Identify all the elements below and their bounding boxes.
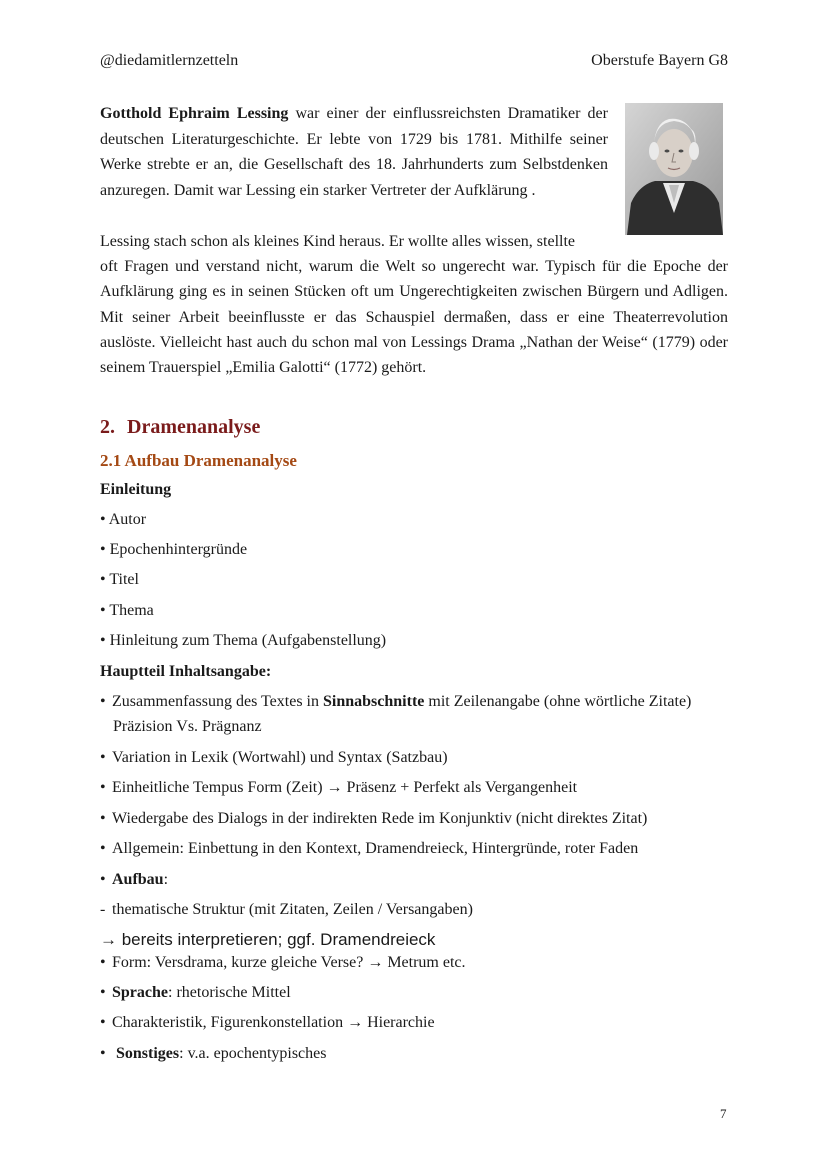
intro-paragraph (100, 101, 608, 203)
biography-line-1: Lessing stach schon als kleines Kind heraus. Er wollte alles wissen, stellte (100, 233, 576, 250)
page-number: 7 (720, 1106, 727, 1121)
list-item: • Form: Versdrama, kurze gleiche Verse? → Metrum etc. (100, 954, 466, 971)
list-item: • Sprache: rhetorische Mittel (100, 984, 291, 1001)
list-item: • Allgemein: Einbettung in den Kontext, Dramendreieck, Hintergründe, roter Faden (100, 840, 639, 857)
list-item: • Sonstiges: v.a. epochentypisches (100, 1045, 327, 1062)
header-left: @diedamitlernzetteln (100, 52, 239, 69)
list-item: - thematische Struktur (mit Zitaten, Zeilen / Versangaben) (100, 901, 473, 918)
biography-rest: oft Fragen und verstand nicht, warum die Welt so ungerecht war. Typisch für die Epoche der Aufklärung ging es in seinen Stücken oft um Ungerechtigkeiten zwischen Bürgern und Adligen. Mit seiner Arbeit beeinflusste er das Schauspiel dermaßen, dass er eine Theaterrevolution auslöste. Vielleicht hast auch du schon mal von Lessings Drama „Nathan der Weise“ (1779) oder seinem Trauerspiel „Emilia Galotti“ (1772) gehört. (100, 258, 728, 377)
list-item: • Charakteristik, Figurenkonstellation → Hierarchie (100, 1014, 435, 1031)
list-item: • Variation in Lexik (Wortwahl) und Syntax (Satzbau) (100, 749, 448, 766)
list-item: • Zusammenfassung des Textes in Sinnabschnitte mit Zeilenangabe (ohne wörtliche Zitate) (100, 693, 692, 710)
einleitung-heading: Einleitung (100, 481, 172, 498)
list-item: • Hinleitung zum Thema (Aufgabenstellung) (100, 632, 387, 649)
lessing-portrait-image (625, 103, 723, 235)
section-heading (100, 414, 260, 440)
biography-paragraph (100, 229, 728, 380)
arrow-note: → bereits interpretieren; ggf. Dramendreieck (100, 930, 436, 949)
hauptteil-heading: Hauptteil Inhaltsangabe: (100, 663, 272, 680)
list-item: • Aufbau: (100, 871, 169, 888)
author-name: Gotthold Ephraim Lessing (100, 105, 289, 122)
list-item: • Einheitliche Tempus Form (Zeit) → Präsenz + Perfekt als Vergangenheit (100, 779, 578, 796)
list-item: • Thema (100, 602, 154, 619)
list-item-continuation: Präzision Vs. Prägnanz (113, 718, 262, 735)
section-number: 2. (100, 416, 115, 438)
list-item: • Epochenhintergründe (100, 541, 248, 558)
list-item: • Autor (100, 511, 147, 528)
subsection-heading: 2.1 Aufbau Dramenanalyse (100, 451, 297, 470)
list-item: • Wiedergabe des Dialogs in der indirekten Rede im Konjunktiv (nicht direktes Zitat) (100, 810, 648, 827)
list-item: • Titel (100, 571, 139, 588)
section-title: Dramenanalyse (127, 416, 261, 438)
intro-text: war einer der einflussreichsten Dramatiker der deutschen Literaturgeschichte. Er lebte von 1729 bis 1781. Mithilfe seiner Werke strebte er an, die Gesellschaft des 18. Jahrhunderts zum Selbstdenken anzuregen. Damit war Lessing ein starker Vertreter der Aufklärung . (100, 105, 608, 199)
header-right: Oberstufe Bayern G8 (591, 52, 728, 69)
